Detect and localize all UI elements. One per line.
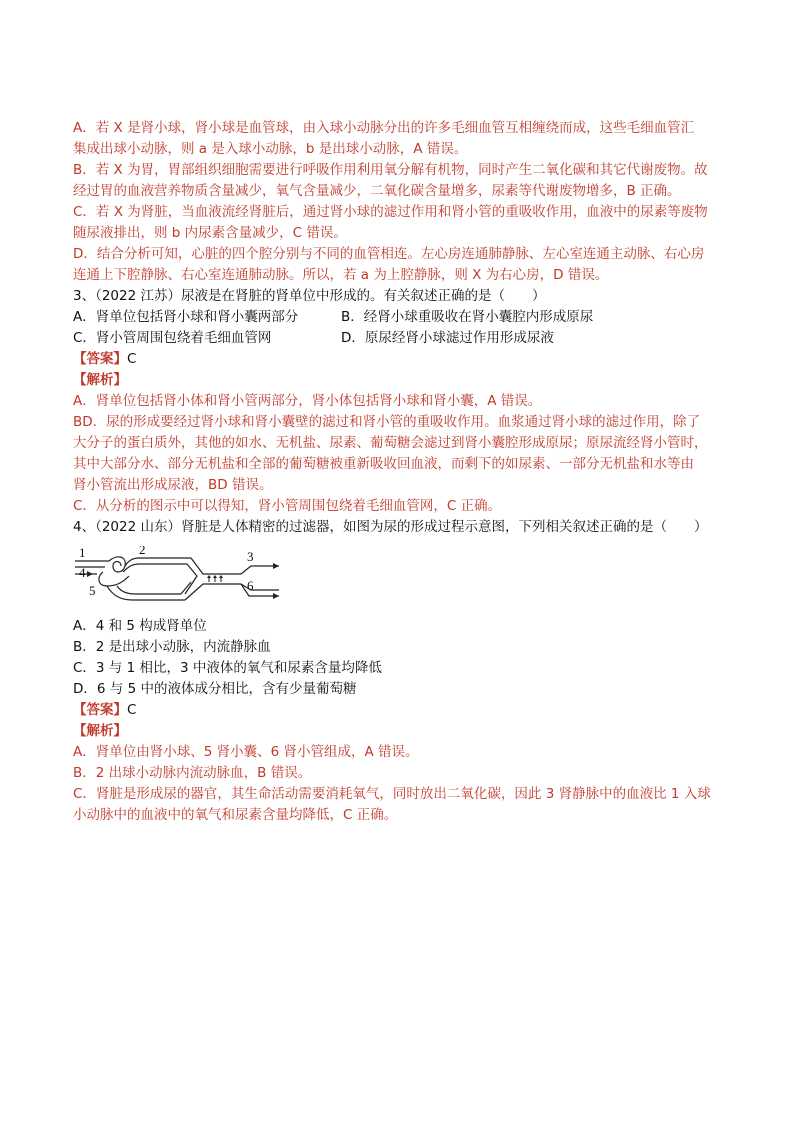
analysis-line: 经过胃的血液营养物质含量减少，氧气含量减少，二氧化碳含量增多，尿素等代谢废物增多，B 正确。 — [73, 183, 681, 199]
analysis-line: B．2 出球小动脉内流动脉血，B 错误。 — [73, 765, 312, 781]
analysis-line: 连通上下腔静脉、右心室连通肺动脉。所以，若 a 为上腔静脉，则 X 为右心房，D 错误。 — [73, 267, 609, 283]
question-3 — [73, 286, 733, 517]
diagram-label: 4 — [79, 565, 86, 580]
option-c: C．3 与 1 相比，3 中液体的氧气和尿素含量均降低 — [73, 660, 382, 676]
analysis-label: 【解析】 — [73, 372, 127, 388]
options-row — [73, 307, 733, 328]
analysis-line: BD．尿的形成要经过肾小球和肾小囊壁的滤过和肾小管的重吸收作用。血浆通过肾小球的滤过作用，除了 — [73, 414, 701, 430]
option-b: B．经肾小球重吸收在肾小囊腔内形成原尿 — [341, 309, 594, 325]
analysis-line: 其中大部分水、部分无机盐和全部的葡萄糖被重新吸收回血液，而剩下的如尿素、一部分无机盐和水等由 — [73, 456, 694, 472]
answer-line — [73, 349, 733, 370]
analysis-line: C．若 X 为肾脏，当血液流经肾脏后，通过肾小球的滤过作用和肾小管的重吸收作用，血液中的尿素等废物 — [73, 204, 708, 220]
diagram-label: 6 — [247, 578, 254, 593]
analysis-line: 随尿液排出，则 b 内尿素含量减少，C 错误。 — [73, 225, 347, 241]
question-stem: 3、（2022 江苏）尿液是在肾脏的肾单位中形成的。有关叙述正确的是（ ） — [73, 288, 546, 304]
analysis-line: C．肾脏是形成尿的器官，其生命活动需要消耗氧气，同时放出二氧化碳，因此 3 肾静脉中的血液比 1 入球 — [73, 786, 711, 802]
diagram-label: 5 — [89, 583, 96, 598]
diagram-label: 3 — [247, 549, 254, 564]
answer-label: 【答案】 — [73, 702, 127, 718]
analysis-header — [73, 370, 733, 391]
option-a: A．4 和 5 构成肾单位 — [73, 618, 207, 634]
diagram-label: 2 — [139, 546, 146, 557]
analysis-line: D．结合分析可知，心脏的四个腔分别与不同的血管相连。左心房连通肺静脉、左心室连通主动脉、右心房 — [73, 246, 705, 262]
question-4 — [73, 517, 733, 826]
option-c: C．肾小管周围包绕着毛细血管网 — [73, 330, 272, 346]
answer-value: C — [127, 702, 137, 718]
analysis-line: 大分子的蛋白质外，其他的如水、无机盐、尿素、葡萄糖会滤过到肾小囊腔形成原尿；原尿流经肾小管时， — [73, 435, 708, 451]
option-d: D．原尿经肾小球滤过作用形成尿液 — [341, 330, 554, 346]
option-d: D．6 与 5 中的液体成分相比，含有少量葡萄糖 — [73, 681, 357, 697]
option-a: A．肾单位包括肾小球和肾小囊两部分 — [73, 309, 299, 325]
nephron-diagram — [73, 546, 283, 612]
analysis-header — [73, 721, 733, 742]
diagram-label: 1 — [79, 546, 86, 560]
analysis-line: C．从分析的图示中可以得知，肾小管周围包绕着毛细血管网，C 正确。 — [73, 498, 502, 514]
analysis-line: A．肾单位由肾小球、5 肾小囊、6 肾小管组成，A 错误。 — [73, 744, 419, 760]
answer-line — [73, 700, 733, 721]
analysis-line: 肾小管流出形成尿液，BD 错误。 — [73, 477, 273, 493]
answer-label: 【答案】 — [73, 351, 127, 367]
option-b: B．2 是出球小动脉，内流静脉血 — [73, 639, 271, 655]
question-stem: 4、（2022 山东）肾脏是人体精密的过滤器，如图为尿的形成过程示意图，下列相关叙述正确的是（ ） — [73, 519, 708, 535]
analysis-line: A．肾单位包括肾小体和肾小管两部分，肾小体包括肾小球和肾小囊，A 错误。 — [73, 393, 542, 409]
answer-value: C — [127, 351, 137, 367]
document-page — [73, 118, 733, 826]
q2-analysis — [73, 118, 733, 286]
analysis-line: A．若 X 是肾小球，肾小球是血管球，由入球小动脉分出的许多毛细血管互相缠绕而成，这些毛细血管汇 — [73, 120, 695, 136]
analysis-line: B．若 X 为胃，胃部组织细胞需要进行呼吸作用利用氧分解有机物，同时产生二氧化碳和其它代谢废物。故 — [73, 162, 708, 178]
analysis-line: 小动脉中的血液中的氧气和尿素含量均降低，C 正确。 — [73, 807, 398, 823]
analysis-label: 【解析】 — [73, 723, 127, 739]
options-row — [73, 328, 733, 349]
analysis-line: 集成出球小动脉，则 a 是入球小动脉，b 是出球小动脉，A 错误。 — [73, 141, 468, 157]
